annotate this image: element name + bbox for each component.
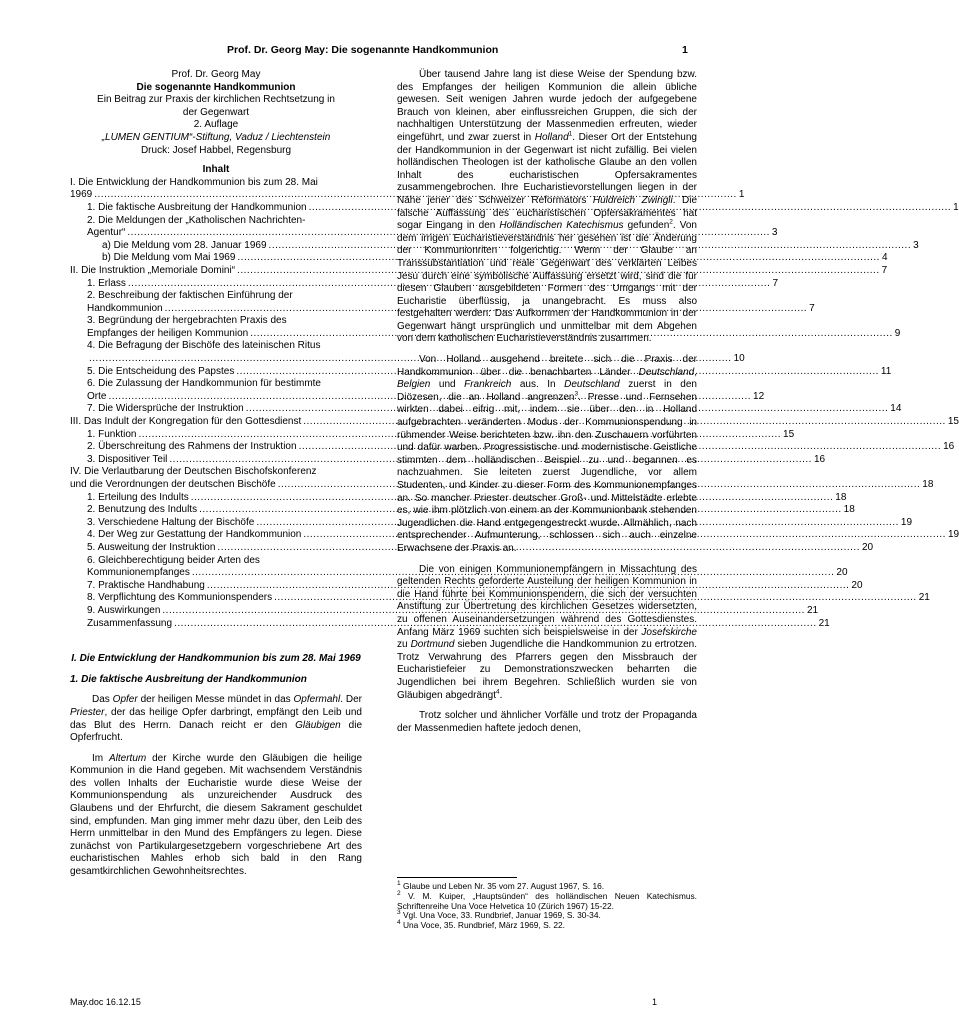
- toc-page: 20: [836, 567, 848, 579]
- toc-entry: [70, 416, 959, 429]
- toc-entry: 2. Die Meldungen der „Katholischen Nachrichten-: [87, 214, 306, 226]
- toc-entry: [70, 252, 888, 265]
- toc-page: 4: [881, 252, 888, 264]
- toc-label: 7. Die Widersprüche der Instruktion: [87, 403, 244, 415]
- toc-label: 1. Die faktische Ausbreitung der Handkommunion: [87, 201, 307, 213]
- subsection-heading: 1. Die faktische Ausbreitung der Handkommunion: [70, 673, 307, 685]
- paragraph: Im Altertum der Kirche wurde den Gläubigen die heilige Kommunion in die Hand gegeben. Mit wachsendem Verständnis des vollen Inhalts der Eucharistie wurde diese Weise der Kommunionspendung als unzureichender Ausdruck des Glaubens und der Ehrfurcht, die diesem Sakrament geschuldet sind, empfunden. Man ging immer mehr dazu über, den Leib des Herrn unmittelbar in den Mund des Empfängers zu legen. Diese zunächst von Partikulargesetzgebern vorgeschriebene Art des eucharistischen Mahles erhob sich bald in den Rang gesamtkirchlichen Gewohnheitsrechtes.: [70, 752, 362, 878]
- toc-label: 9. Auswirkungen: [87, 604, 161, 616]
- right-column: [397, 69, 697, 735]
- toc-page: 7: [881, 264, 888, 276]
- toc-page: 15: [947, 416, 959, 428]
- toc-label: Handkommunion: [87, 302, 163, 314]
- paragraph: Das Opfer der heiligen Messe mündet in das Opfermahl. Der Priester, der das heilige Opfer darbringt, empfängt den Leib und das Blut des Herrn. Danach reicht er den Gläubigen die Opferfrucht.: [70, 694, 363, 744]
- toc-label: 5. Die Entscheidung des Papstes: [87, 365, 235, 377]
- toc-entry: [70, 491, 847, 505]
- toc-label: 4. Der Weg zur Gestattung der Handkommunion: [87, 529, 302, 541]
- toc-label: 8. Verpflichtung des Kommunionspenders: [87, 592, 273, 604]
- toc-page: 16: [943, 441, 955, 453]
- toc-entry: [70, 264, 888, 278]
- toc-entry: [70, 541, 874, 555]
- toc-entry: [70, 227, 778, 240]
- toc-page: 3: [771, 227, 778, 239]
- toc-label: 1. Erteilung des Indults: [87, 491, 189, 503]
- toc-label: Empfanges der heiligen Kommunion: [87, 327, 249, 339]
- document-title: Die sogenannte Handkommunion: [136, 81, 296, 93]
- title-block: [70, 69, 362, 157]
- toc-entry: I. Die Entwicklung der Handkommunion bis zum 28. Mai: [70, 176, 318, 188]
- toc-label: Agentur“: [87, 227, 126, 239]
- footnote-ref: 3: [574, 390, 579, 398]
- toc-entry: [70, 579, 863, 593]
- toc-entry: 6. Die Zulassung der Handkommunion für bestimmte: [87, 378, 321, 390]
- toc-label: 3. Dispositiver Teil: [87, 453, 168, 465]
- toc-label: 1969: [70, 189, 93, 201]
- toc-label: 1. Funktion: [87, 428, 137, 440]
- toc-page: 19: [947, 529, 959, 541]
- toc-entry: 4. Die Befragung der Bischöfe des lateinischen Ritus: [87, 340, 321, 352]
- toc-page: 18: [922, 479, 934, 490]
- toc-page: 3: [913, 239, 919, 251]
- toc-entry: [70, 617, 830, 631]
- footnote-rule: [397, 877, 517, 878]
- toc-entry: [70, 353, 745, 366]
- toc-page: 1: [953, 201, 959, 213]
- page-header: [0, 44, 768, 58]
- toc-label: II. Die Instruktion „Memoriale Domini“: [70, 264, 236, 276]
- footnote-ref: 2: [669, 218, 673, 226]
- toc-label: a) Die Meldung vom 28. Januar 1969: [102, 239, 267, 251]
- toc-page: 10: [733, 353, 745, 365]
- footer-document-name: May.doc 16.12.15: [70, 997, 141, 1007]
- toc-entry: [70, 592, 930, 605]
- toc-entry: [70, 327, 901, 341]
- toc-entry: [70, 403, 902, 416]
- paragraph: Trotz solcher und ähnlicher Vorfälle und trotz der Propaganda der Massenmedien haftete jedoch denen,: [397, 710, 697, 734]
- toc-entry: [70, 504, 855, 517]
- toc-entry: [70, 529, 959, 542]
- printer: Druck: Josef Habbel, Regensburg: [140, 144, 292, 156]
- toc-page: 18: [835, 491, 847, 503]
- toc-page: 1: [738, 189, 745, 201]
- toc-page: 20: [861, 541, 874, 553]
- footnotes: [397, 877, 697, 931]
- toc-label: 3. Verschiedene Haltung der Bischöfe: [87, 516, 255, 528]
- author: Prof. Dr. Georg May: [171, 69, 261, 80]
- toc-label: Zusammenfassung: [87, 617, 173, 629]
- toc-entry: [70, 428, 795, 442]
- footer-page-number: 1: [652, 997, 658, 1007]
- edition: 2. Auflage: [193, 119, 239, 131]
- footnote: $^1$ Glaube und Leben Nr. 35 vom 27. August 1967, S. 16.: [397, 880, 605, 891]
- subtitle-line-2: der Gegenwart: [182, 106, 250, 118]
- toc-label: 2. Benutzung des Indults: [87, 504, 198, 516]
- page-footer: [0, 997, 768, 1009]
- toc-page: 7: [772, 277, 779, 289]
- toc-page: 19: [900, 516, 913, 528]
- toc-label: 7. Praktische Handhabung: [87, 579, 205, 591]
- section-heading: I. Die Entwicklung der Handkommunion bis zum 28. Mai 1969: [71, 653, 361, 665]
- header-title: Prof. Dr. Georg May: Die sogenannte Handkommunion: [227, 44, 499, 56]
- footnote-ref: 4: [495, 688, 500, 696]
- toc-entry: 2. Beschreibung der faktischen Einführung der: [87, 290, 293, 302]
- toc-entry: [70, 201, 959, 215]
- toc-label: und die Verordnungen der deutschen Bischöfe: [70, 479, 276, 490]
- toc-entry: [70, 390, 765, 404]
- toc-page: 21: [918, 592, 930, 604]
- toc-label: 1. Erlass: [87, 277, 126, 289]
- paragraph: Von Holland ausgehend breitete sich die Praxis der Handkommunion über die benachbarten Länder Deutschland, Belgien und Frankreich aus. In Deutschland zuerst in den Diözesen, die an Holland angrenzen$^3$. Presse und Fernsehen wirkten dabei eifrig mit, indem sie über den in Holland aufgebrachten veränderten Modus der Kommunionspendung in rühmender Weise berichteten bzw. ihn den Zuschauern vorführten und dafür warben. Progressistische und modernistische Geistliche stimmten dem holländischen Beispiel zu und begannen es nachzuahmen. Sie leiteten zuerst Jugendliche, vor allem Studenten, und Kinder zu dieser Form des Kommunionempfanges an. So mancher Priester deutscher Groß- und Mittelstädte erlebte es, wie ihm plötzlich von einem an der Kommunionbank stehenden Jugendlichen die Hand entgegengestreckt wurde. Allmählich, nach entsprechender Aufmunterung, schlossen sich auch einzelne Erwachsene der Praxis an.: [397, 354, 697, 554]
- toc-label: Orte: [87, 390, 107, 402]
- toc-page: 18: [843, 504, 855, 516]
- toc-label: 5. Ausweitung der Instruktion: [87, 541, 216, 553]
- publisher: „LUMEN GENTIUM“-Stiftung, Vaduz / Liechtenstein: [101, 131, 331, 143]
- footnote-ref: 1: [568, 130, 573, 138]
- toc-page: 7: [809, 302, 815, 314]
- toc-page: 12: [753, 390, 765, 402]
- toc-page: 21: [806, 604, 819, 616]
- toc-entry: [70, 277, 779, 291]
- toc-entry: [70, 441, 955, 454]
- paragraph: Über tausend Jahre lang ist diese Weise der Spendung bzw. des Empfanges der heiligen Kommunion die allein übliche gewesen. Seit wenigen Jahren wurde jedoch der aufgegebene Brauch von kleinen, aber einflussreichen Gruppen, die sich der nachhaltigen Unterstützung der Massenmedien erfreuten, wieder eingeführt, und zwar zuerst in Holland$^1$. Dieser Ort der Entstehung der Handkommunion in der Gegenwart ist nicht zufällig. Bei vielen holländischen Theologen ist der katholische Glaube an den vollen Inhalt des eucharistischen Opfersakramentes zusammengebrochen. Ihre Eucharistievorstellungen liegen in der Nähe jener des Schweizer Reformators Huldreich Zwingli. Die falsche Auffassung des eucharistischen Opfersakramentes hat sogar Eingang in den Holländischen Katechismus gefunden$^2$. Von dem irrigen Eucharistieverständnis her gesehen ist die Änderung der Kommunionriten folgerichtig. Wenn der Glaube an Transsubstantiation und reale Gegenwart des verklärten Leibes Jesu durch eine symbolische Auffassung ersetzt wird, sind die für diesen Glauben ausgebildeten Formen des Umgangs mit der Eucharistie überflüssig, ja unangebracht. Es muss also festgehalten werden: Das Aufkommen der Handkommunion in der Gegenwart hängt ursprünglich und unmittelbar mit dem Abgehen von dem katholischen Eucharistieverständnis zusammen.: [397, 69, 698, 345]
- toc-label: 2. Überschreitung des Rahmens der Instruktion: [87, 441, 297, 453]
- toc-label: Kommunionempfanges: [87, 567, 190, 579]
- toc-page: 14: [890, 403, 902, 415]
- toc-entry: 3. Begründung der hergebrachten Praxis des: [87, 315, 287, 327]
- footnote: $^4$ Una Voce, 35. Rundbrief, März 1969, S. 22.: [397, 919, 565, 931]
- toc-page: 9: [894, 327, 901, 339]
- toc-label: b) Die Meldung vom Mai 1969: [102, 252, 236, 264]
- header-page-number: 1: [682, 44, 688, 56]
- toc-page: 21: [818, 617, 830, 629]
- toc-label: III. Das Indult der Kongregation für den Gottesdienst: [70, 416, 302, 428]
- footnote: $^2$ V. M. Kuiper, „Hauptsünden“ des holländischen Neuen Katechismus. Schriftenreihe Una Voce Helvetica 10 (Zürich 1967) 15-22.: [397, 890, 697, 911]
- toc-heading: Inhalt: [202, 164, 230, 176]
- toc-entry: [70, 302, 815, 316]
- toc-entry: [70, 567, 848, 580]
- toc-page: 16: [813, 453, 826, 465]
- toc-entry: 6. Gleichberechtigung beider Arten des: [87, 554, 260, 566]
- subtitle-line-1: Ein Beitrag zur Praxis der kirchlichen Rechtsetzung in: [97, 94, 335, 106]
- toc-entry: [70, 604, 819, 618]
- toc-page: 20: [851, 579, 863, 591]
- toc-entry: [70, 516, 913, 530]
- toc-entry: [70, 239, 919, 253]
- toc-entry: [70, 453, 826, 467]
- paragraph: Die von einigen Kommunionempfängern in Missachtung des geltenden Rechts geforderte Austeilung der heiligen Kommunion in die Hand führte bei Kommunionspendern, die sich der versuchten Anstiftung zur Übertretung des kirchlichen Gesetzes widersetzten, zu offenen Auseinandersetzungen während des Gottesdienstes. Anfang März 1969 suchten sich beispielsweise in der Josefskirche zu Dortmund sieben Jugendliche die Handkommunion zu ertrotzen. Trotz Verwahrung des Pfarrers gegen den Missbrauch der Eucharistiefeier zu Demonstrationszwecken beharrten die Jugendlichen bei ihrem Begehren. Schließlich wurden sie von Gläubigen abgedrängt$^4$.: [397, 563, 697, 701]
- toc-page: 11: [880, 365, 892, 377]
- toc-entry: [70, 189, 745, 202]
- footnote: $^3$ Vgl. Una Voce, 33. Rundbrief, Januar 1969, S. 30-34.: [397, 909, 601, 921]
- toc-entry: IV. Die Verlautbarung der Deutschen Bischofskonferenz: [70, 466, 317, 478]
- toc-entry: [70, 365, 892, 379]
- toc-page: 15: [783, 428, 795, 440]
- toc-entry: [70, 479, 934, 492]
